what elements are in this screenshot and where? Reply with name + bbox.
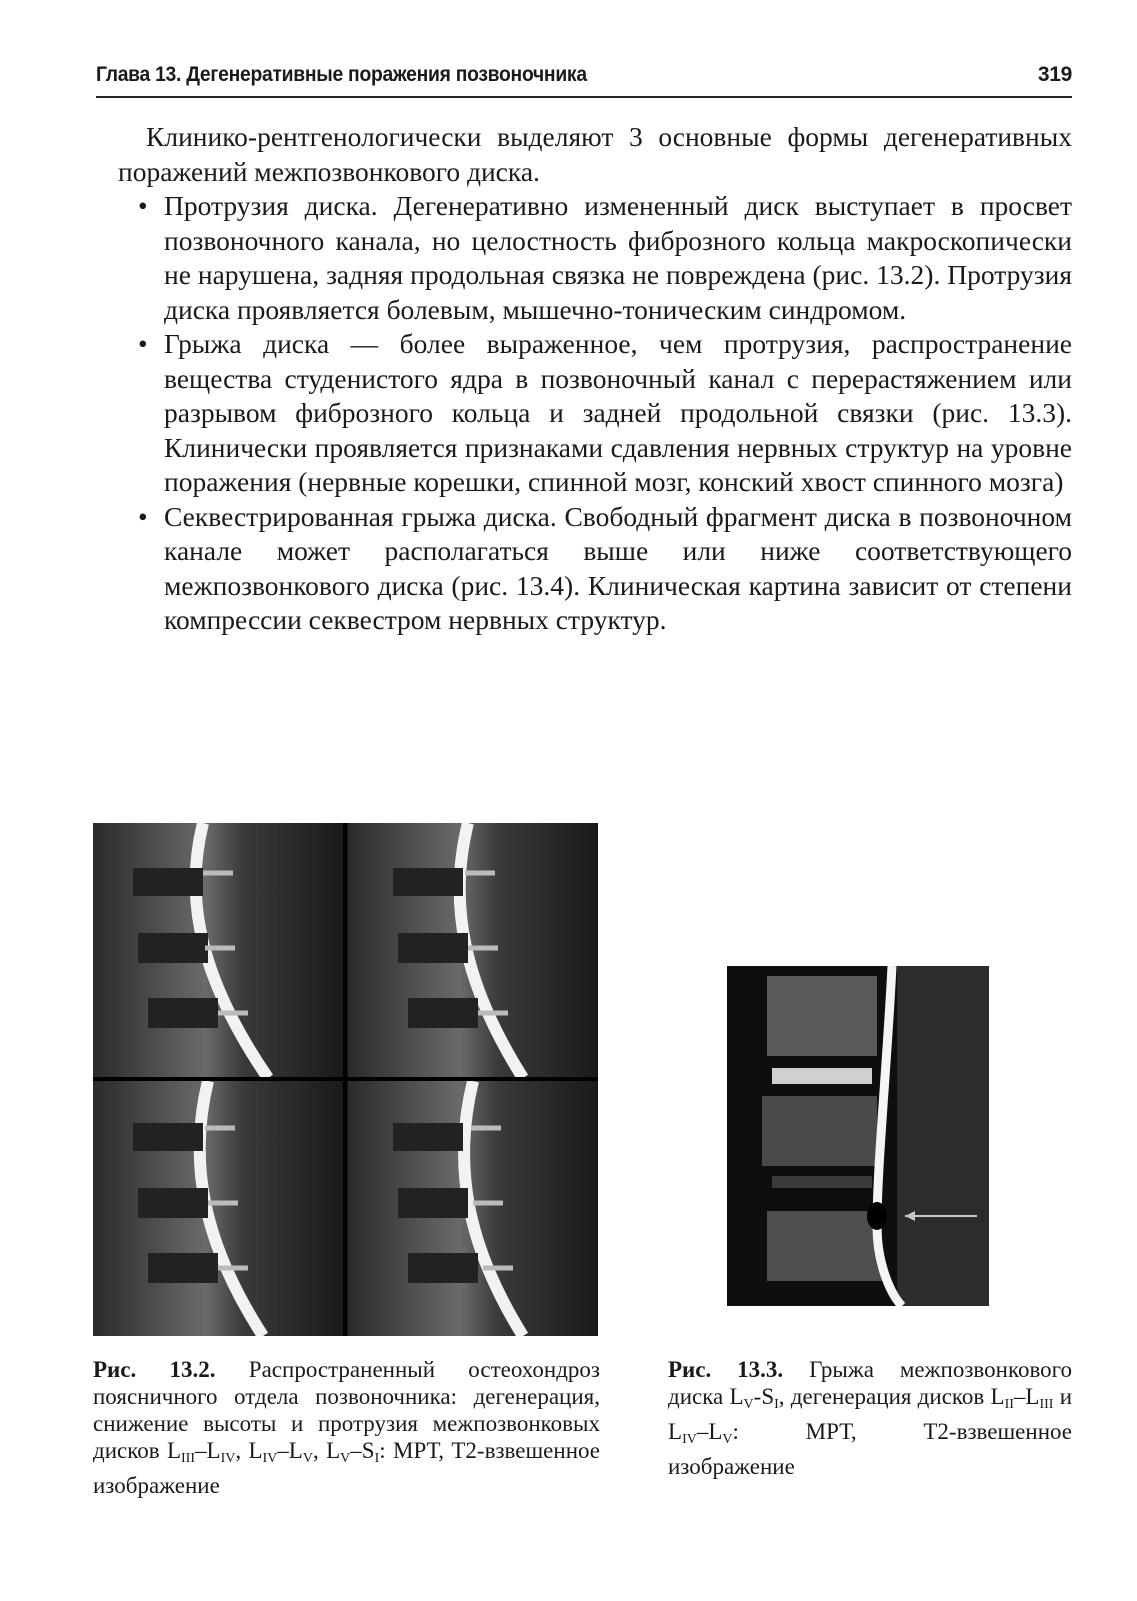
caption-text: –S (350, 1438, 375, 1463)
list-item-text: Грыжа диска — более выраженное, чем протрузия, распространение вещества студенистого ядра в позвоночный канал с перерастяжением или разрывом фиброзного кольца и задней продольной связки (рис. 13.3). Клинически проявляется признаками сдавления нервных структур на уровне поражения (нервные корешки, спинной мозг, конский хвост спинного мозга) (164, 328, 1072, 497)
caption-text: –L (277, 1438, 303, 1463)
caption-text: –L (696, 1419, 723, 1444)
figure-label: Рис. 13.2. (93, 1357, 216, 1382)
subscript: V (743, 1397, 754, 1412)
figure-caption-13-3 (668, 1356, 1072, 1480)
subscript: V (340, 1451, 351, 1466)
subscript: I (374, 1451, 380, 1466)
bullet-symbol: • (138, 190, 148, 221)
subscript: III (181, 1451, 195, 1466)
running-header (96, 60, 1072, 98)
caption-text: Распространенный остеохондроз поясничного отдела позвоночника: дегенерация, снижение высоты и протрузия межпозвонковых дисков L (93, 1357, 600, 1463)
figure-label: Рис. 13.3. (668, 1357, 784, 1382)
list-item (120, 327, 1072, 500)
caption-text: –L (1013, 1384, 1040, 1409)
mri-panel-bottom-right (348, 1081, 598, 1336)
list-item-text: Секвестрированная грыжа диска. Свободный фрагмент диска в позвоночном канале может располагаться выше или ниже соответствующего межпозвонкового диска (рис. 13.4). Клиническая картина зависит от степени компрессии секвестром нервных структур. (164, 500, 1072, 635)
bullet-symbol: • (138, 328, 148, 359)
subscript: I (774, 1397, 779, 1412)
mri-panel-bottom-left (93, 1081, 343, 1336)
caption-text: : МРТ, Т2-взвешенное изображение (668, 1419, 1072, 1479)
list-item-text: Протрузия диска. Дегенеративно измененный диск выступает в просвет позвоночного канала, но целостность фиброзного кольца макроскопически не нарушена, задняя продольная связка не повреждена (рис. 13.2). Протрузия диска проявляется болевым, мышечно-тоническим синдромом. (164, 190, 1072, 325)
bullet-symbol: • (138, 500, 148, 532)
subscript: V (302, 1451, 313, 1466)
subscript: IV (220, 1451, 236, 1466)
caption-text: –L (195, 1438, 221, 1463)
subscript: IV (262, 1451, 278, 1466)
mri-figure-13-2 (93, 823, 598, 1336)
caption-text: Грыжа межпозвонкового диска L (668, 1357, 1073, 1409)
caption-text: , L (235, 1438, 263, 1463)
list-item (120, 189, 1072, 327)
forms-list (120, 189, 1072, 638)
caption-text: -S (753, 1384, 775, 1409)
caption-text: , L (312, 1438, 341, 1463)
list-item (120, 500, 1072, 638)
caption-text: и L (668, 1384, 1072, 1444)
figure-caption-13-2 (93, 1356, 600, 1499)
caption-text: : МРТ, Т2-взвешенное изображение (93, 1438, 600, 1498)
page-number: 319 (1037, 63, 1072, 86)
subscript: V (722, 1432, 733, 1447)
mri-panel-top-right (348, 823, 598, 1078)
intro-paragraph: Клинико-рентгенологически выделяют 3 основные формы дегенеративных поражений межпозвонкового диска. (118, 121, 1072, 187)
caption-text: , дегенерация дисков L (778, 1384, 1005, 1409)
mri-figure-13-3 (727, 966, 989, 1306)
mri-panel-top-left (93, 823, 343, 1078)
subscript: II (1004, 1397, 1014, 1412)
body-text (120, 120, 1072, 638)
subscript: IV (682, 1432, 697, 1447)
chapter-title: Глава 13. Дегенеративные поражения позвоночника (96, 63, 587, 86)
subscript: III (1039, 1397, 1054, 1412)
